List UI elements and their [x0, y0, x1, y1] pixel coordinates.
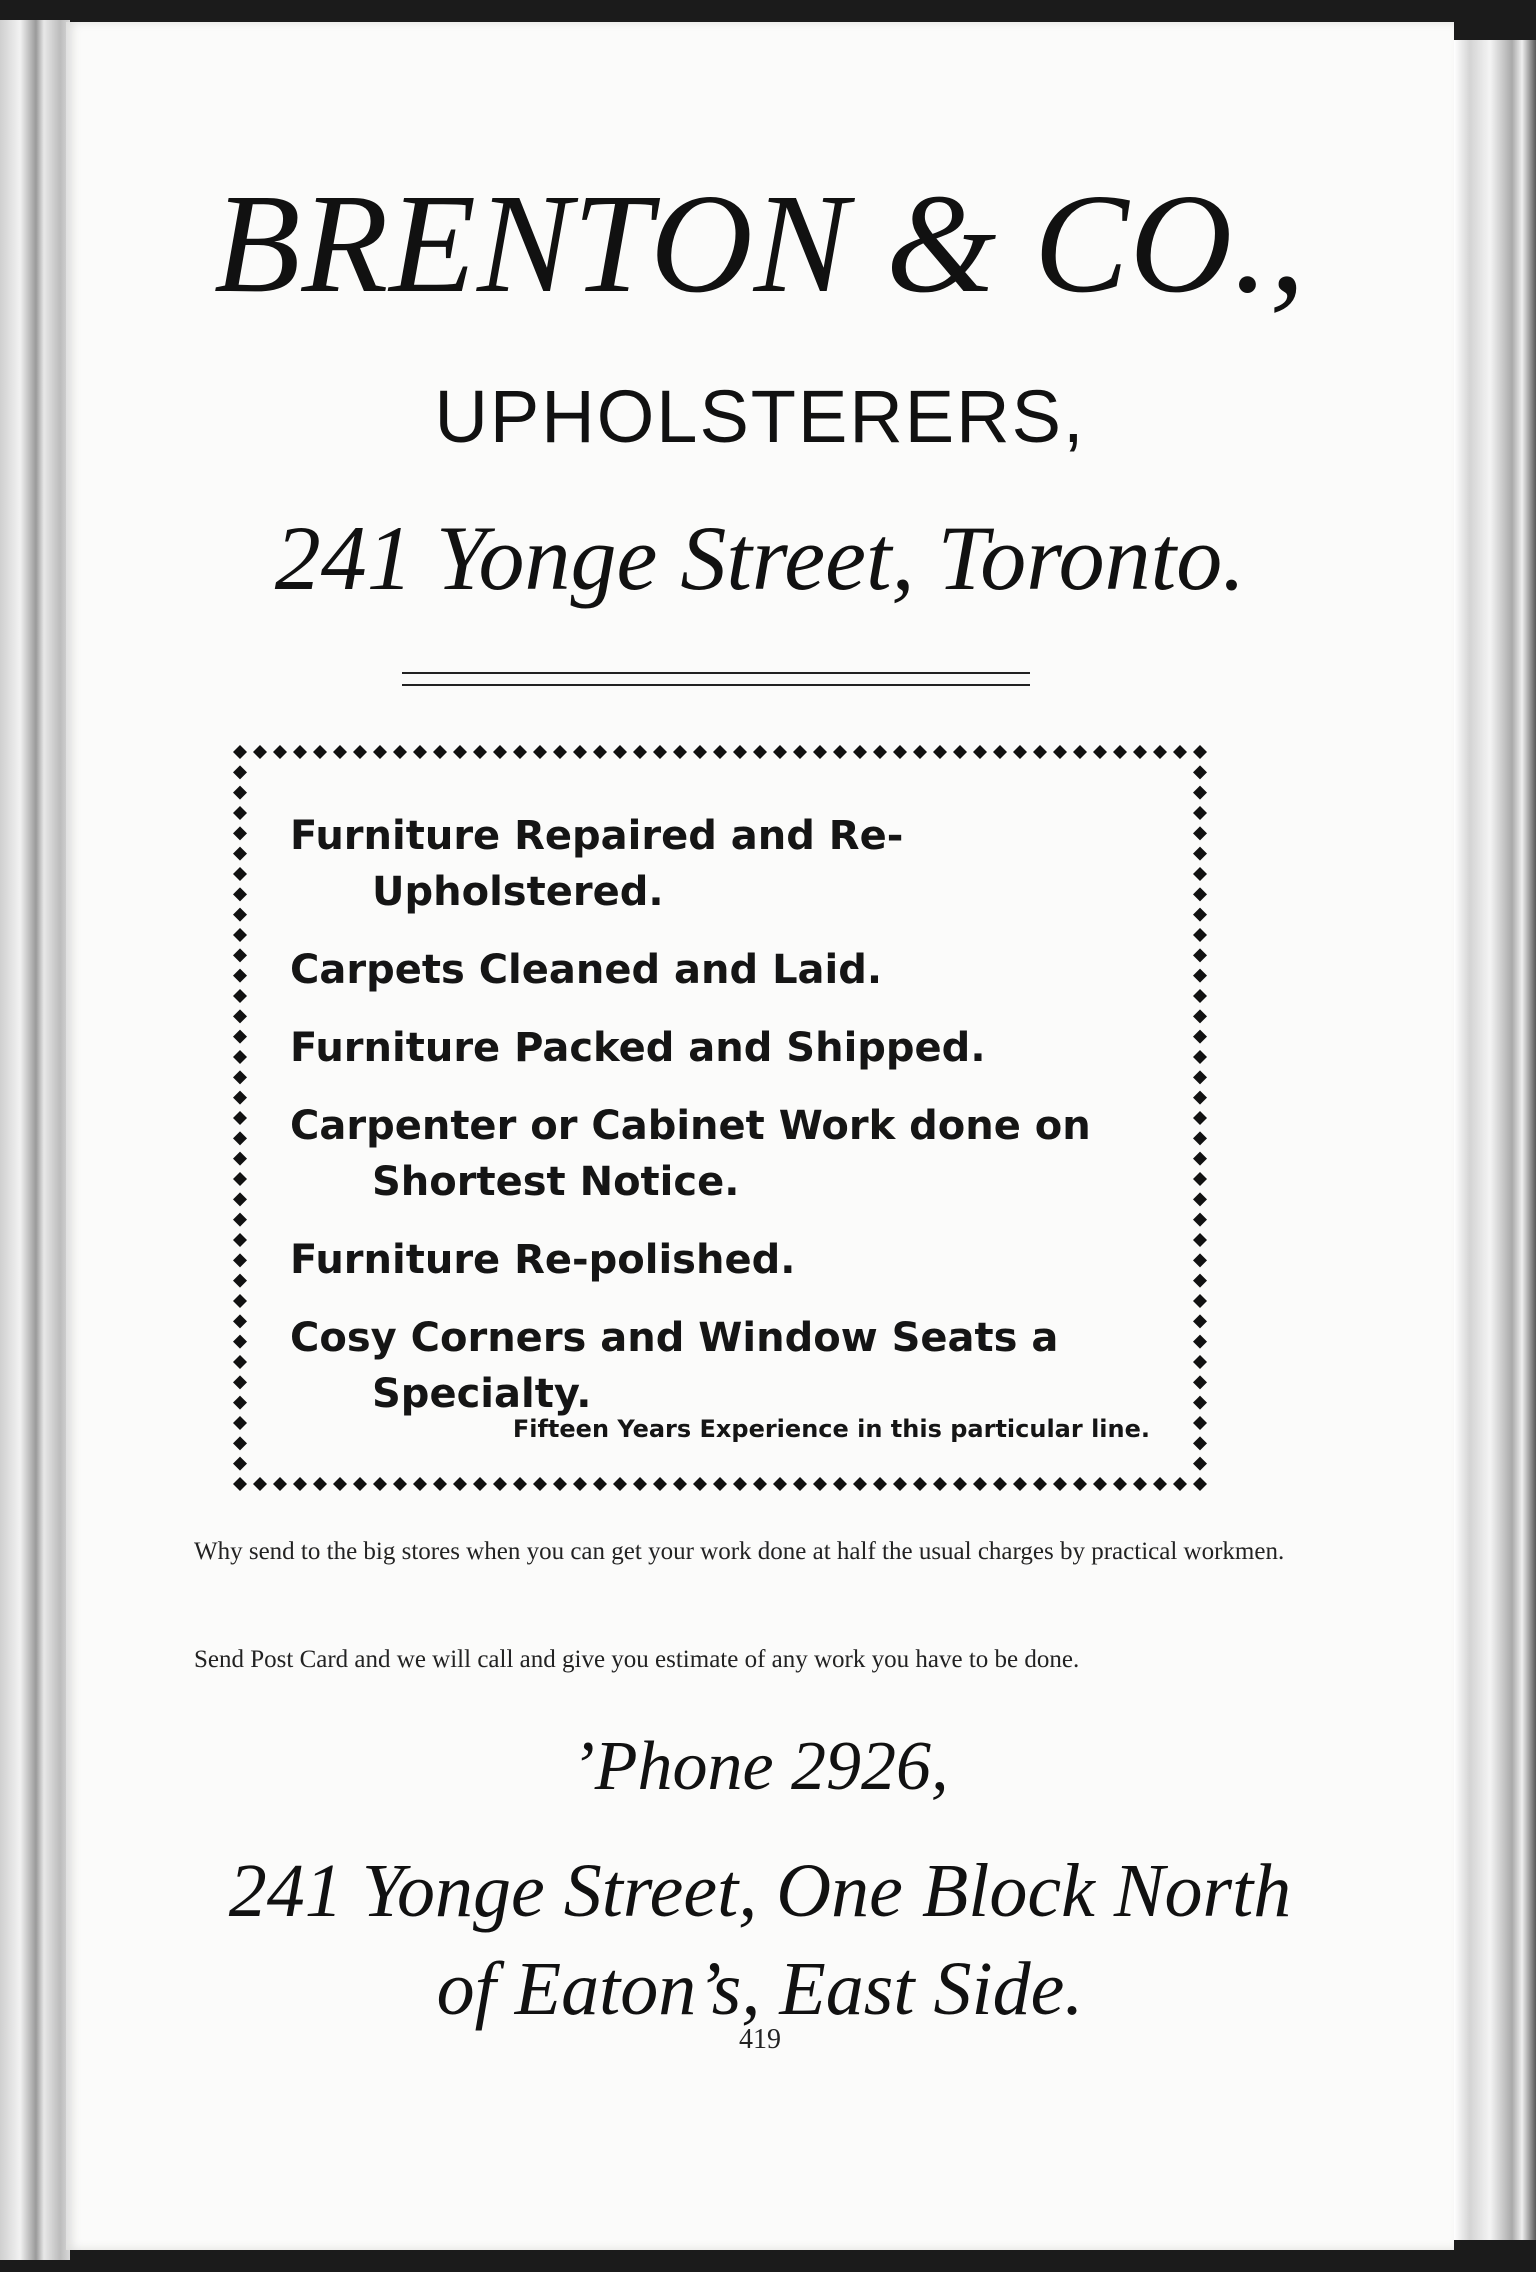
- border-diamond: [573, 745, 587, 759]
- border-diamond: [1193, 908, 1207, 922]
- border-diamond: [1033, 745, 1047, 759]
- border-diamond: [1193, 887, 1207, 901]
- border-diamond: [953, 745, 967, 759]
- border-diamond: [1033, 1477, 1047, 1491]
- border-diamond: [713, 745, 727, 759]
- border-diamond: [753, 1477, 767, 1491]
- border-diamond: [1193, 1192, 1207, 1206]
- border-diamond: [513, 1477, 527, 1491]
- border-diamond: [933, 745, 947, 759]
- border-diamond: [233, 745, 247, 759]
- service-item: Carpets Cleaned and Laid.: [290, 947, 883, 993]
- border-diamond: [793, 1477, 807, 1491]
- border-diamond: [233, 1294, 247, 1308]
- border-diamond: [513, 745, 527, 759]
- border-diamond: [233, 1152, 247, 1166]
- border-diamond: [233, 1050, 247, 1064]
- company-address: 241 Yonge Street, Toronto.: [274, 507, 1246, 609]
- border-diamond: [473, 1477, 487, 1491]
- border-diamond: [313, 1477, 327, 1491]
- border-diamond: [1193, 1111, 1207, 1125]
- border-diamond: [653, 745, 667, 759]
- border-diamond: [693, 1477, 707, 1491]
- border-diamond: [673, 1477, 687, 1491]
- border-diamond: [233, 1314, 247, 1328]
- border-diamond: [233, 948, 247, 962]
- border-diamond: [793, 745, 807, 759]
- phone-number: ’Phone 2926,: [571, 1728, 949, 1805]
- border-diamond: [593, 1477, 607, 1491]
- border-diamond: [1193, 1416, 1207, 1430]
- border-diamond: [1013, 745, 1027, 759]
- border-diamond: [613, 745, 627, 759]
- border-diamond: [1073, 745, 1087, 759]
- border-diamond: [553, 1477, 567, 1491]
- border-diamond: [873, 745, 887, 759]
- border-diamond: [253, 1477, 267, 1491]
- border-diamond: [893, 745, 907, 759]
- border-diamond: [233, 1477, 247, 1491]
- double-rule-top: [402, 672, 1030, 674]
- service-item: Furniture Packed and Shipped.: [290, 1025, 986, 1071]
- border-diamond: [973, 745, 987, 759]
- border-diamond: [253, 745, 267, 759]
- border-diamond: [1193, 1009, 1207, 1023]
- company-trade: UPHOLSTERERS,: [434, 375, 1086, 458]
- border-diamond: [233, 1233, 247, 1247]
- border-diamond: [1193, 989, 1207, 1003]
- border-diamond: [1193, 1213, 1207, 1227]
- border-diamond: [1193, 1375, 1207, 1389]
- border-diamond: [773, 745, 787, 759]
- border-diamond: [813, 1477, 827, 1491]
- book-left-edge: [0, 20, 70, 2260]
- border-diamond: [1193, 1253, 1207, 1267]
- store-location: [66, 1842, 1454, 2038]
- border-diamond: [293, 745, 307, 759]
- border-diamond: [733, 745, 747, 759]
- border-diamond: [333, 745, 347, 759]
- border-diamond: [233, 1375, 247, 1389]
- border-diamond: [833, 745, 847, 759]
- border-diamond: [1053, 745, 1067, 759]
- border-diamond: [293, 1477, 307, 1491]
- border-diamond: [393, 1477, 407, 1491]
- border-diamond: [353, 1477, 367, 1491]
- border-diamond: [233, 887, 247, 901]
- border-diamond: [233, 1030, 247, 1044]
- border-diamond: [533, 1477, 547, 1491]
- border-diamond: [233, 786, 247, 800]
- border-diamond: [433, 1477, 447, 1491]
- service-item: Cosy Corners and Window Seats a Specialty.: [290, 1315, 1059, 1417]
- border-diamond: [233, 1111, 247, 1125]
- border-diamond: [453, 745, 467, 759]
- border-diamond: [633, 1477, 647, 1491]
- advertisement-page: [66, 22, 1454, 2250]
- border-diamond: [953, 1477, 967, 1491]
- border-diamond: [553, 745, 567, 759]
- border-diamond: [1193, 1436, 1207, 1450]
- border-diamond: [1133, 1477, 1147, 1491]
- border-diamond: [973, 1477, 987, 1491]
- border-diamond: [233, 1436, 247, 1450]
- border-diamond: [1153, 1477, 1167, 1491]
- border-diamond: [613, 1477, 627, 1491]
- location-line: 241 Yonge Street, One Block North: [228, 1849, 1292, 1933]
- border-diamond: [233, 928, 247, 942]
- border-diamond: [1193, 1477, 1207, 1491]
- border-diamond: [1193, 1030, 1207, 1044]
- border-diamond: [233, 1070, 247, 1084]
- border-diamond: [1193, 1172, 1207, 1186]
- border-diamond: [333, 1477, 347, 1491]
- border-diamond: [373, 1477, 387, 1491]
- border-diamond: [673, 745, 687, 759]
- border-diamond: [1013, 1477, 1027, 1491]
- location-line: of Eaton’s, East Side.: [436, 1947, 1084, 2031]
- border-diamond: [853, 745, 867, 759]
- border-diamond: [1113, 1477, 1127, 1491]
- border-diamond: [813, 745, 827, 759]
- border-diamond: [233, 1131, 247, 1145]
- border-diamond: [893, 1477, 907, 1491]
- border-diamond: [1193, 1355, 1207, 1369]
- border-diamond: [1193, 786, 1207, 800]
- border-diamond: [233, 989, 247, 1003]
- company-name: BRENTON & CO.,: [213, 164, 1307, 322]
- border-diamond: [733, 1477, 747, 1491]
- border-diamond: [933, 1477, 947, 1491]
- border-diamond: [773, 1477, 787, 1491]
- border-diamond: [1193, 1314, 1207, 1328]
- border-diamond: [233, 765, 247, 779]
- border-diamond: [573, 1477, 587, 1491]
- border-diamond: [1093, 745, 1107, 759]
- border-diamond: [393, 745, 407, 759]
- body-paragraph: Why send to the big stores when you can get your work done at half the usual charges by practical workmen.: [194, 1538, 1285, 1565]
- border-diamond: [913, 1477, 927, 1491]
- border-diamond: [1173, 1477, 1187, 1491]
- border-diamond: [993, 1477, 1007, 1491]
- border-diamond: [1193, 1152, 1207, 1166]
- border-diamond: [1193, 806, 1207, 820]
- border-diamond: [1193, 826, 1207, 840]
- border-diamond: [1093, 1477, 1107, 1491]
- border-diamond: [353, 745, 367, 759]
- border-diamond: [413, 1477, 427, 1491]
- border-diamond: [1193, 969, 1207, 983]
- border-diamond: [693, 745, 707, 759]
- border-diamond: [233, 826, 247, 840]
- border-diamond: [713, 1477, 727, 1491]
- border-diamond: [1193, 1274, 1207, 1288]
- services-box: [230, 742, 1210, 1494]
- border-diamond: [1193, 1457, 1207, 1471]
- services-list: [290, 808, 1170, 1444]
- border-diamond: [533, 745, 547, 759]
- border-diamond: [233, 867, 247, 881]
- border-diamond: [493, 745, 507, 759]
- border-diamond: [653, 1477, 667, 1491]
- border-diamond: [833, 1477, 847, 1491]
- border-diamond: [233, 1213, 247, 1227]
- border-diamond: [313, 745, 327, 759]
- border-diamond: [1193, 948, 1207, 962]
- border-diamond: [473, 745, 487, 759]
- border-diamond: [373, 745, 387, 759]
- border-diamond: [913, 745, 927, 759]
- border-diamond: [1173, 745, 1187, 759]
- border-diamond: [233, 1009, 247, 1023]
- border-diamond: [233, 1396, 247, 1410]
- border-diamond: [753, 745, 767, 759]
- border-diamond: [853, 1477, 867, 1491]
- border-diamond: [1133, 745, 1147, 759]
- border-diamond: [413, 745, 427, 759]
- border-diamond: [233, 806, 247, 820]
- border-diamond: [433, 745, 447, 759]
- border-diamond: [233, 1172, 247, 1186]
- border-diamond: [233, 1457, 247, 1471]
- border-diamond: [873, 1477, 887, 1491]
- border-diamond: [233, 1335, 247, 1349]
- border-diamond: [1113, 745, 1127, 759]
- border-diamond: [233, 1253, 247, 1267]
- body-paragraph: Send Post Card and we will call and give you estimate of any work you have to be done.: [194, 1646, 1080, 1673]
- border-diamond: [1193, 1070, 1207, 1084]
- border-diamond: [1193, 867, 1207, 881]
- border-diamond: [233, 1274, 247, 1288]
- border-diamond: [233, 908, 247, 922]
- border-diamond: [1153, 745, 1167, 759]
- border-diamond: [993, 745, 1007, 759]
- border-diamond: [233, 1355, 247, 1369]
- service-item: Furniture Re-polished.: [290, 1237, 796, 1283]
- border-diamond: [493, 1477, 507, 1491]
- border-diamond: [1193, 1050, 1207, 1064]
- service-item: Furniture Repaired and Re-Upholstered.: [290, 813, 904, 915]
- border-diamond: [1193, 745, 1207, 759]
- border-diamond: [1073, 1477, 1087, 1491]
- border-diamond: [233, 969, 247, 983]
- experience-note: Fifteen Years Experience in this particular line.: [512, 1415, 1150, 1443]
- border-diamond: [233, 1091, 247, 1105]
- book-right-edge: [1440, 40, 1536, 2240]
- border-diamond: [1193, 928, 1207, 942]
- border-diamond: [273, 745, 287, 759]
- border-diamond: [1193, 1091, 1207, 1105]
- border-diamond: [1193, 1233, 1207, 1247]
- border-diamond: [593, 745, 607, 759]
- border-diamond: [233, 847, 247, 861]
- border-diamond: [1193, 847, 1207, 861]
- border-diamond: [1193, 1131, 1207, 1145]
- service-item: Carpenter or Cabinet Work done on Shortest Notice.: [290, 1103, 1091, 1205]
- double-rule-bottom: [402, 684, 1030, 686]
- border-diamond: [453, 1477, 467, 1491]
- border-diamond: [1053, 1477, 1067, 1491]
- border-diamond: [1193, 765, 1207, 779]
- border-diamond: [233, 1416, 247, 1430]
- border-diamond: [273, 1477, 287, 1491]
- page-number: 419: [739, 2024, 781, 2055]
- border-diamond: [1193, 1335, 1207, 1349]
- border-diamond: [233, 1192, 247, 1206]
- border-diamond: [1193, 1294, 1207, 1308]
- border-diamond: [1193, 1396, 1207, 1410]
- border-diamond: [633, 745, 647, 759]
